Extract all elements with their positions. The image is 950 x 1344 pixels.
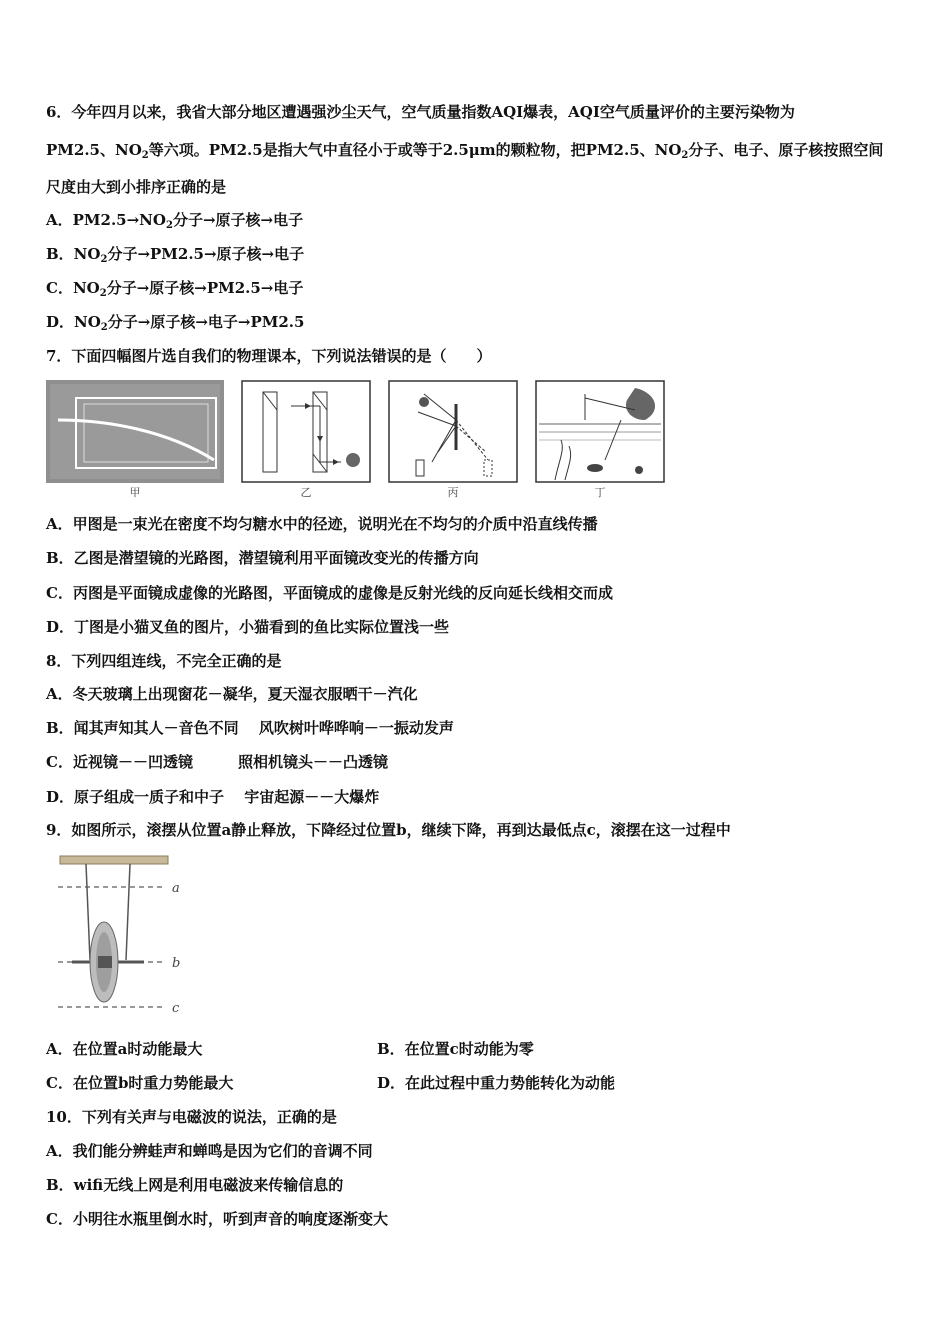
q9-option-a: A．在位置a时动能最大 xyxy=(46,1040,203,1058)
q9-option-b: B．在位置c时动能为零 xyxy=(377,1040,534,1058)
q7-figure-ding xyxy=(535,380,665,483)
q7-option-d: D．丁图是小猫叉鱼的图片，小猫看到的鱼比实际位置浅一些 xyxy=(46,618,450,636)
q9-label-b: b xyxy=(172,956,181,971)
q9-label-c: c xyxy=(172,1001,180,1016)
q7-option-b: B．乙图是潜望镜的光路图，潜望镜利用平面镜改变光的传播方向 xyxy=(46,549,479,567)
q7-figure-yi xyxy=(241,380,371,483)
q9-stem: 9．如图所示，滚摆从位置a静止释放，下降经过位置b，继续下降，再到达最低点c，滚摆在这一过程中 xyxy=(46,821,731,839)
q10-option-c: C．小明往水瓶里倒水时，听到声音的响度逐渐变大 xyxy=(46,1210,388,1228)
q6-stem-line3: 尺度由大到小排序正确的是 xyxy=(46,178,227,196)
q10-option-a: A．我们能分辨蛙声和蝉鸣是因为它们的音调不同 xyxy=(46,1142,373,1160)
q7-caption-ding: 丁 xyxy=(594,486,606,499)
q6-option-d: D．$NO_2$分子→原子核→电子→PM2.5 xyxy=(46,313,305,333)
q7-caption-bing: 丙 xyxy=(447,486,459,499)
q7-figure-bing xyxy=(388,380,518,483)
q8-option-a: A．冬天玻璃上出现窗花－凝华，夏天湿衣服晒干－汽化 xyxy=(46,685,418,703)
q9-option-d: D．在此过程中重力势能转化为动能 xyxy=(377,1074,616,1092)
q8-stem: 8．下列四组连线，不完全正确的是 xyxy=(46,652,282,670)
q9-label-a: a xyxy=(172,881,180,896)
q7-option-a: A．甲图是一束光在密度不均匀糖水中的径迹，说明光在不均匀的介质中沿直线传播 xyxy=(46,515,598,533)
q7-stem: 7．下面四幅图片选自我们的物理课本，下列说法错误的是（ ） xyxy=(46,347,492,365)
q6-option-b: B．$NO_2$分子→PM2.5→原子核→电子 xyxy=(46,245,305,265)
q8-option-b: B．闻其声知其人－音色不同 风吹树叶哗哗响－一振动发声 xyxy=(46,719,454,737)
q8-option-c: C．近视镜－－凹透镜 照相机镜头－－凸透镜 xyxy=(46,753,388,771)
q7-figure-jia xyxy=(46,380,224,483)
q10-stem: 10．下列有关声与电磁波的说法，正确的是 xyxy=(46,1108,337,1126)
q9-option-c: C．在位置b时重力势能最大 xyxy=(46,1074,234,1092)
q10-option-b: B．wifi无线上网是利用电磁波来传输信息的 xyxy=(46,1176,344,1194)
q6-option-c: C．$NO_2$分子→原子核→PM2.5→电子 xyxy=(46,279,304,299)
q8-option-d: D．原子组成一质子和中子 宇宙起源－－大爆炸 xyxy=(46,788,380,806)
q6-option-a: A．$PM2.5\to NO_2$分子→原子核→电子 xyxy=(46,211,304,231)
q6-stem-line2: PM2.5、$NO_2$等六项。PM2.5是指大气中直径小于或等于2.5μm的颗粒物，把PM2.5、$NO_2$分子、电子、原子核按照空间 xyxy=(46,141,884,161)
q6-stem-line1: 6．今年四月以来，我省大部分地区遭遇强沙尘天气，空气质量指数AQI爆表，AQI空气质量评价的主要污染物为 xyxy=(46,103,795,121)
q7-option-c: C．丙图是平面镜成虚像的光路图，平面镜成的虚像是反射光线的反向延长线相交而成 xyxy=(46,584,613,602)
q7-caption-yi: 乙 xyxy=(300,486,312,499)
q9-rolling-pendulum-figure xyxy=(56,852,196,1020)
q7-caption-jia: 甲 xyxy=(129,486,141,499)
